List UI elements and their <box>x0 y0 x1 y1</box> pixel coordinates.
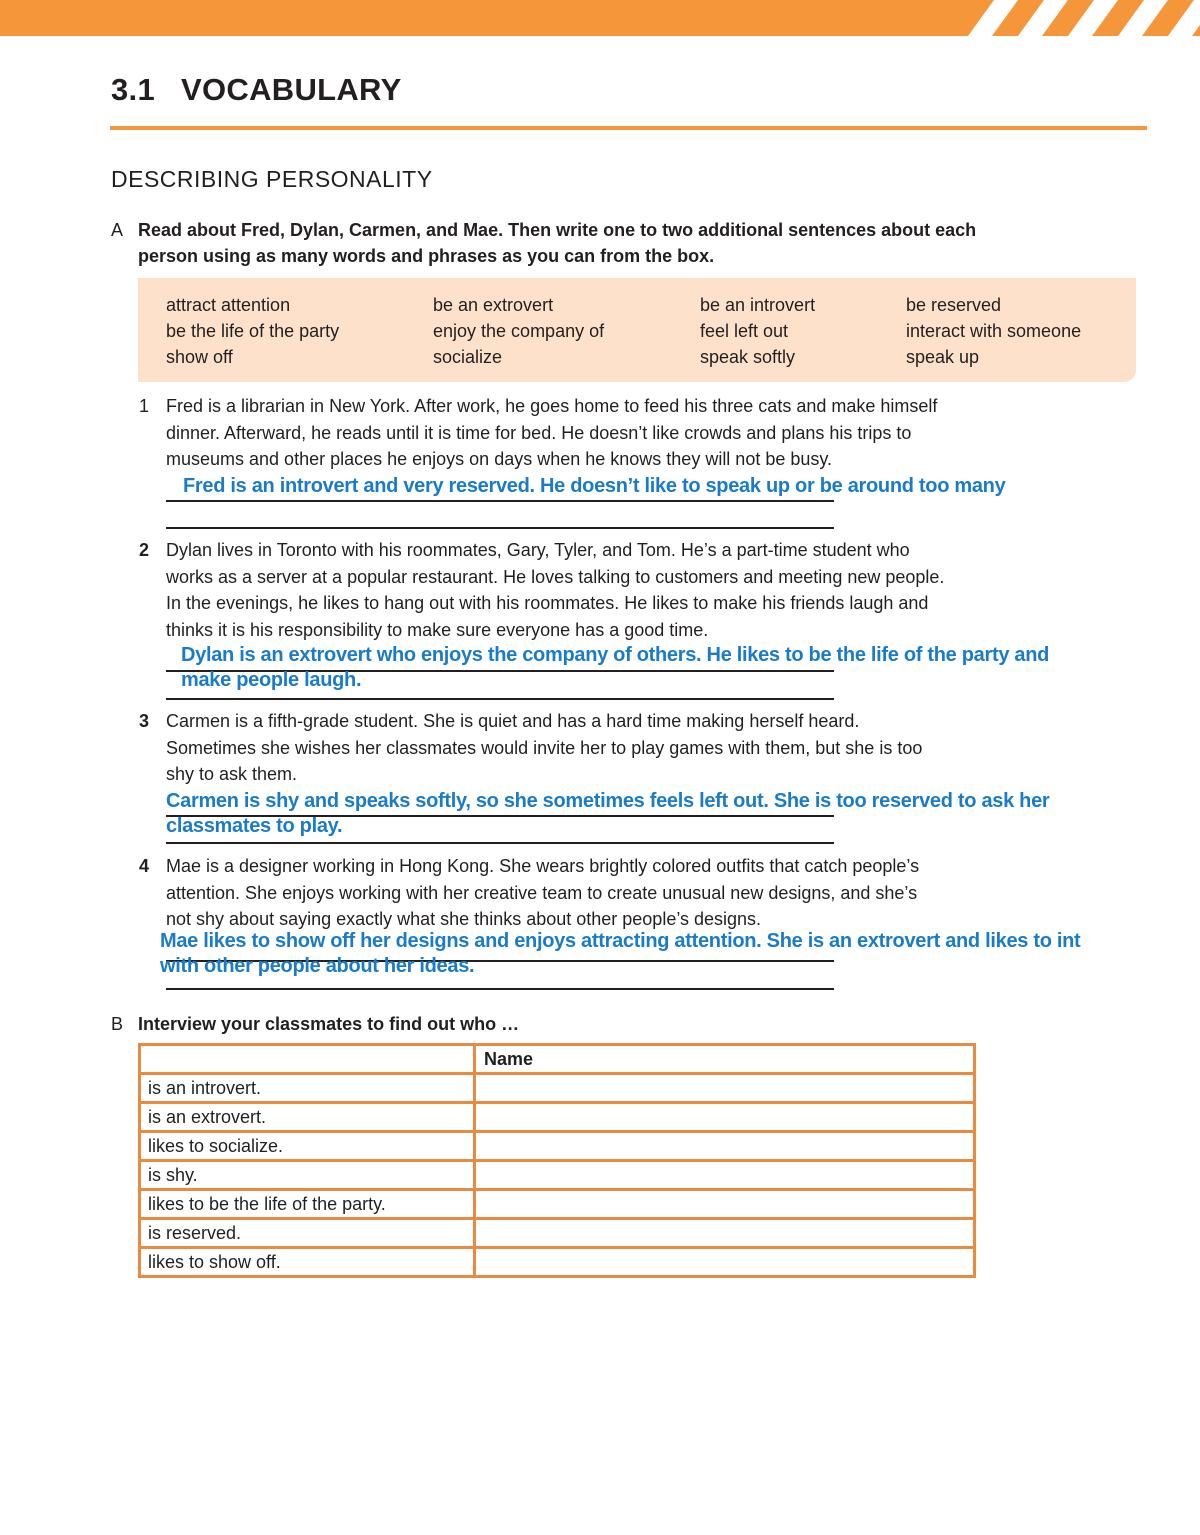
part-a-instruction-line: person using as many words and phrases as you can from the box. <box>138 246 715 266</box>
answer-text-2 <box>181 643 1049 693</box>
word-box-phrase: enjoy the company of <box>433 321 605 341</box>
word-box-phrase: socialize <box>433 347 503 367</box>
table-header-name: Name <box>475 1045 975 1074</box>
table-row <box>140 1248 975 1277</box>
word-box-phrase: speak softly <box>700 347 796 367</box>
table-row <box>140 1219 975 1248</box>
header-band <box>0 0 1200 36</box>
item-passage <box>166 708 1066 788</box>
table-row <box>140 1103 975 1132</box>
word-box-phrase: show off <box>166 347 233 367</box>
passage-line: museums and other places he enjoys on days when he knows they will not be busy. <box>166 449 833 469</box>
answer-line <box>166 988 834 990</box>
table-row <box>140 1132 975 1161</box>
table-cell-name[interactable] <box>475 1103 975 1132</box>
table-cell-trait: is an introvert. <box>140 1074 475 1103</box>
item-number: 3 <box>139 711 150 731</box>
word-box-phrase: feel left out <box>700 321 789 341</box>
answer-line <box>166 527 834 529</box>
answer-line-text: Fred is an introvert and very reserved. He doesn’t like to speak up or be around too many <box>183 475 1006 497</box>
passage-line: Mae is a designer working in Hong Kong. She wears brightly colored outfits that catch people’s <box>166 856 920 876</box>
item-number: 1 <box>139 396 150 416</box>
table-cell-trait: likes to be the life of the party. <box>140 1190 475 1219</box>
word-box-phrase: be an extrovert <box>433 295 554 315</box>
passage-line: Fred is a librarian in New York. After work, he goes home to feed his three cats and make himself <box>166 396 938 416</box>
table-row <box>140 1190 975 1219</box>
table-cell-trait: likes to socialize. <box>140 1132 475 1161</box>
item-passage <box>166 853 1066 933</box>
passage-line: dinner. Afterward, he reads until it is time for bed. He doesn’t like crowds and plans his trips to <box>166 422 912 443</box>
table-cell-name[interactable] <box>475 1074 975 1103</box>
answer-text-4 <box>160 929 1080 979</box>
answer-text-1 <box>183 474 1005 499</box>
passage-line: shy to ask them. <box>166 764 298 784</box>
passage-line: not shy about saying exactly what she thinks about other people’s designs. <box>166 909 762 929</box>
word-box-phrase: attract attention <box>166 295 291 315</box>
unit-number: 3.1 <box>111 72 155 107</box>
survey-table <box>138 1043 976 1278</box>
item-passage <box>166 537 1066 643</box>
item-number: 4 <box>139 856 150 876</box>
answer-line <box>166 698 834 700</box>
table-header-row <box>140 1045 975 1074</box>
answer-line-text: classmates to play. <box>166 815 343 837</box>
answer-line-text: Dylan is an extrovert who enjoys the company of others. He likes to be the life of the party and <box>181 644 1050 666</box>
passage-line: thinks it is his responsibility to make sure everyone has a good time. <box>166 619 709 640</box>
table-row <box>140 1074 975 1103</box>
answer-line-text: make people laugh. <box>181 669 362 691</box>
passage-line: Sometimes she wishes her classmates would invite her to play games with them, but she is too <box>166 737 923 758</box>
section-heading: DESCRIBING PERSONALITY <box>111 166 433 192</box>
table-cell-name[interactable] <box>475 1190 975 1219</box>
table-cell-trait: likes to show off. <box>140 1248 475 1277</box>
answer-line-text: Carmen is shy and speaks softly, so she sometimes feels left out. She is too reserved to ask her <box>166 790 1050 812</box>
unit-title: VOCABULARY <box>181 72 402 107</box>
table-row <box>140 1161 975 1190</box>
word-box-phrase: interact with someone <box>906 321 1082 341</box>
answer-line-text: with other people about her ideas. <box>160 955 475 977</box>
table-cell-trait: is shy. <box>140 1161 475 1190</box>
stripe-pattern <box>960 0 1200 36</box>
answer-text-3 <box>166 789 1049 839</box>
word-box <box>138 278 1136 382</box>
word-box-phrase: be reserved <box>906 295 1002 315</box>
answer-line <box>166 842 834 844</box>
table-cell-name[interactable] <box>475 1161 975 1190</box>
part-b-letter: B <box>111 1014 124 1034</box>
passage-line: Carmen is a fifth-grade student. She is quiet and has a hard time making herself heard. <box>166 711 860 731</box>
table-cell-name[interactable] <box>475 1132 975 1161</box>
table-cell-name[interactable] <box>475 1219 975 1248</box>
item-passage <box>166 393 1066 473</box>
item-number: 2 <box>139 540 150 560</box>
passage-line: In the evenings, he likes to hang out with his roommates. He likes to make his friends laugh and <box>166 593 929 613</box>
passage-line: Dylan lives in Toronto with his roommates, Gary, Tyler, and Tom. He’s a part-time student who <box>166 540 910 560</box>
answer-line <box>166 500 834 502</box>
word-box-phrase: be an introvert <box>700 295 816 315</box>
table-cell-trait: is reserved. <box>140 1219 475 1248</box>
word-box-phrase: speak up <box>906 347 980 367</box>
table-cell-name[interactable] <box>475 1248 975 1277</box>
table-cell-trait: is an extrovert. <box>140 1103 475 1132</box>
title-divider <box>110 126 1147 130</box>
part-a-instruction-line: Read about Fred, Dylan, Carmen, and Mae. Then write one to two additional sentences about each <box>138 220 977 240</box>
part-b-instruction-text: Interview your classmates to find out who … <box>138 1014 520 1034</box>
word-box-phrase: be the life of the party <box>166 321 340 341</box>
table-header-cell <box>140 1045 475 1074</box>
passage-line: attention. She enjoys working with her creative team to create unusual new designs, and she’s <box>166 882 918 903</box>
part-a-letter: A <box>111 220 124 240</box>
page-title <box>111 72 402 108</box>
answer-line-text: Mae likes to show off her designs and enjoys attracting attention. She is an extrovert and likes to int <box>160 930 1081 952</box>
passage-line: works as a server at a popular restaurant. He loves talking to customers and meeting new people. <box>166 566 945 587</box>
